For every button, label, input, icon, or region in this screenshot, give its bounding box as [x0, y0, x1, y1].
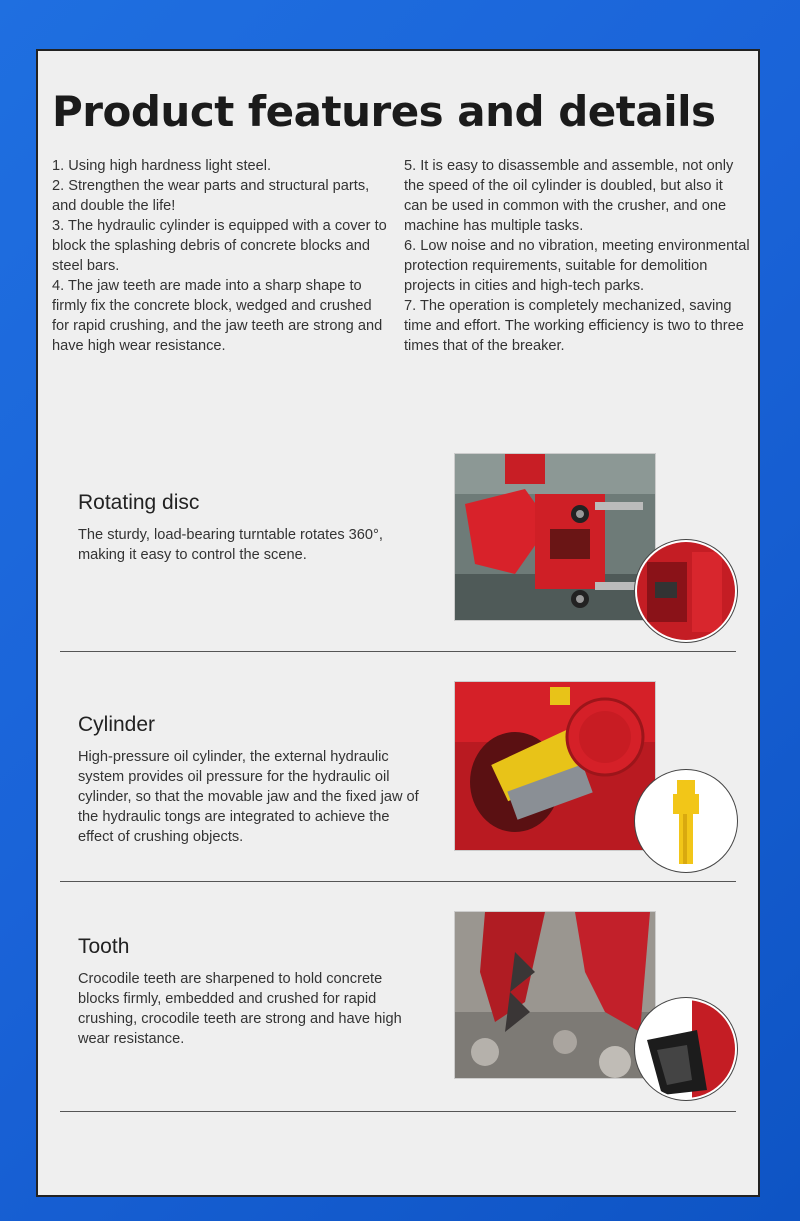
tooth-zoom [635, 998, 737, 1100]
feature-list-right [404, 156, 750, 356]
rotating-disc-photo [454, 453, 656, 621]
rotating-disc-zoom [635, 540, 737, 642]
page-title: Product features and details [52, 87, 716, 136]
feature-item-7: 7. The operation is completely mechanized, saving time and effort. The working efficiency is two to three times that of the breaker. [404, 298, 744, 354]
feature-item-6: 6. Low noise and no vibration, meeting environmental protection requirements, suitable for demolition projects in cities and high-tech parks. [404, 238, 750, 294]
section-title-tooth: Tooth [78, 935, 130, 958]
feature-item-3: 3. The hydraulic cylinder is equipped with a cover to block the splashing debris of concrete blocks and steel bars. [52, 218, 387, 274]
section-desc-cylinder: High-pressure oil cylinder, the external hydraulic system provides oil pressure for the hydraulic oil cylinder, so that the movable jaw and the fixed jaw of the hydraulic tongs are integrated to achieve the effect of crushing objects. [78, 749, 419, 845]
feature-item-5: 5. It is easy to disassemble and assemble, not only the speed of the oil cylinder is doubled, but also it can be used in common with the crusher, and one machine has multiple tasks. [404, 158, 734, 234]
section-title-rotating-disc: Rotating disc [78, 491, 200, 514]
section-desc-tooth: Crocodile teeth are sharpened to hold concrete blocks firmly, embedded and crushed for rapid crushing, crocodile teeth are strong and have high wear resistance. [78, 971, 402, 1047]
section-divider [60, 651, 736, 652]
content-panel [36, 49, 760, 1197]
cylinder-photo [454, 681, 656, 851]
section-divider [60, 1111, 736, 1112]
feature-list-left [52, 156, 392, 356]
section-divider [60, 881, 736, 882]
feature-item-2: 2. Strengthen the wear parts and structural parts, and double the life! [52, 178, 370, 214]
feature-item-4: 4. The jaw teeth are made into a sharp shape to firmly fix the concrete block, wedged and crushed for rapid crushing, and the jaw teeth are strong and have high wear resistance. [52, 278, 383, 354]
section-desc-rotating-disc: The sturdy, load-bearing turntable rotates 360°, making it easy to control the scene. [78, 527, 383, 563]
cylinder-zoom [635, 770, 737, 872]
feature-item-1: 1. Using high hardness light steel. [52, 158, 272, 174]
tooth-photo [454, 911, 656, 1079]
section-title-cylinder: Cylinder [78, 713, 156, 736]
